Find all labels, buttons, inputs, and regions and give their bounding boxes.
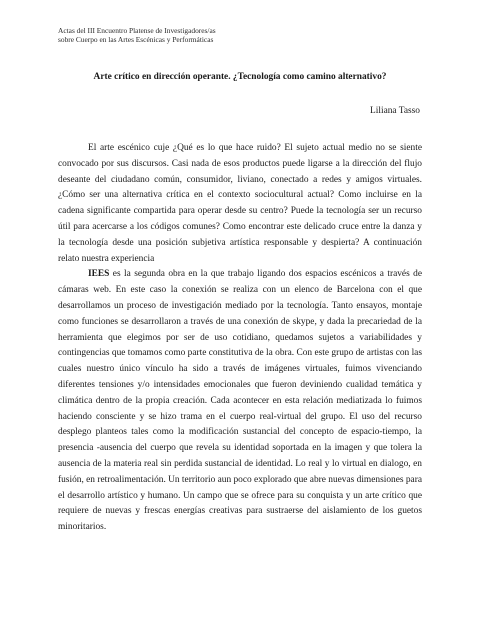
header-line-2: sobre Cuerpo en las Artes Escénicas y Performáticas xyxy=(58,35,214,45)
header-line-1: Actas del III Encuentro Platense de Investigadores/as xyxy=(58,26,216,35)
paragraph-2-text: es la segunda obra en la que trabajo ligando dos espacios escénicos a través de cámaras web. En este caso la conexión se realiza con un elenco de Barcelona con el que desarrollamos un proceso de investigación mediado por la tecnología. Tanto ensayos, montaje como funciones se desarrollaron a través de una conexión de skype, y dada la precariedad de la herramienta que elegimos por ser de uso cotidiano, quedamos sujetos a variabilidades y contingencias que tomamos como parte constitutiva de la obra. Con este grupo de artistas con las cuales nuestro único vínculo ha sido a través de imágenes virtuales, fuimos vivenciando diferentes tensiones y/o intensidades emocionales que fueron deviniendo cualidad temática y climática dentro de la propia creación. Cada acontecer en esta relación mediatizada lo fuimos haciendo consciente y se hizo trama en el cuerpo real-virtual del grupo. El uso del recurso desplego planteos tales como la modificación sustancial del concepto de espacio-tiempo, la presencia -ausencia del cuerpo que revela su identidad soportada en la imagen y que tolera la ausencia de la materia real sin perdida sustancial de identidad. Lo real y lo virtual en dialogo, en fusión, en retroalimentación. Un territorio aun poco explorado que abre nuevas dimensiones para el desarrollo artístico y humano. Un campo que se ofrece para su conquista y un arte crítico que requiere de nuevas y frescas energías creativas para sustraerse del aislamiento de los guetos minoritarios. xyxy=(58,269,422,533)
paragraph-1-text: El arte escénico cuje ¿Qué es lo que hace ruido? El sujeto actual medio no se siente convocado por sus discursos. Casi nada de esos productos puede ligarse a la dirección del flujo deseante del ciudadano común, consumidor, liviano, conectado a redes y amigos virtuales. ¿Cómo ser una alternativa crítica en el contexto sociocultural actual? Como incluirse en la cadena significante compartida para operar desde su centro? Puede la tecnología ser un recurso útil para acercarse a los códigos comunes? Como encontrar este delicado cruce entre la danza y la tecnología desde una posición subjetiva artística responsable y despierta? A continuación relato nuestra experiencia xyxy=(58,143,422,264)
body-text xyxy=(58,141,422,536)
paragraph-2-lead: IEES xyxy=(88,269,110,280)
paragraph-2 xyxy=(58,267,422,536)
paragraph-1 xyxy=(58,141,422,267)
running-header xyxy=(58,26,216,44)
author-name: Liliana Tasso xyxy=(370,106,420,116)
paper-title: Arte crítico en dirección operante. ¿Tecnología como camino alternativo? xyxy=(93,72,387,82)
